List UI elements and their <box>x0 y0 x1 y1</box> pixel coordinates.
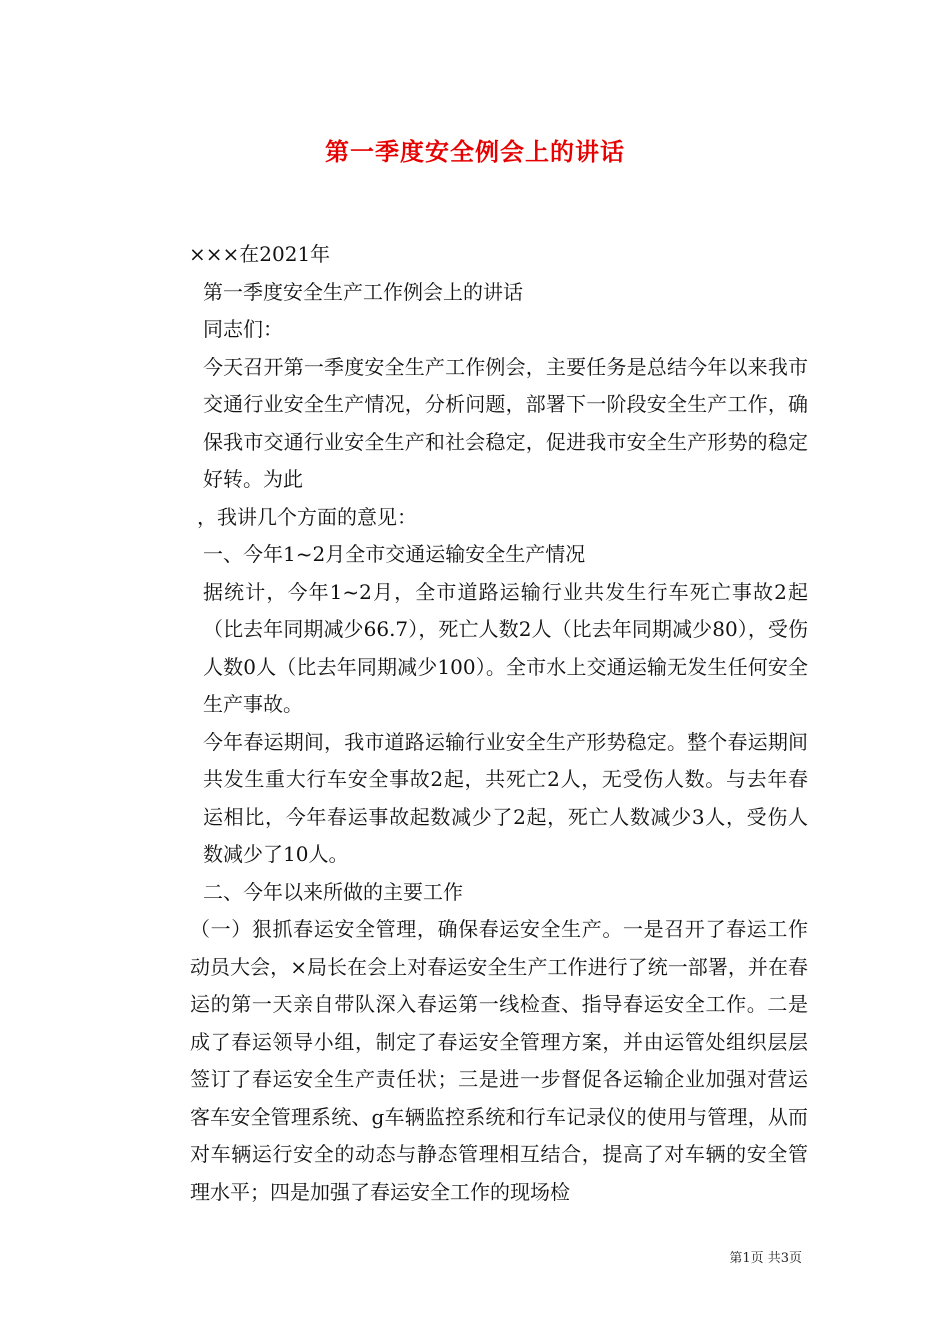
section-heading-2: 二、今年以来所做的主要工作 <box>203 879 463 904</box>
paragraph-intro: 今天召开第一季度安全生产工作例会，主要任务是总结今年以来我市交通行业安全生产情况，分析问题，部署下一阶段安全生产工作，确保我市交通行业安全生产和社会稳定，促进我市安全生产形势的稳定好转。为此 <box>203 354 808 491</box>
document-title: 第一季度安全例会上的讲话 <box>325 137 625 166</box>
paragraph-spring-transport: 今年春运期间，我市道路运输行业安全生产形势稳定。整个春运期间共发生重大行车安全事故2起，共死亡2人，无受伤人数。与去年春运相比，今年春运事故起数减少了2起，死亡人数减少3人，受伤人数减少了10人。 <box>203 729 808 866</box>
salutation: 同志们： <box>203 317 283 341</box>
meeting-line: 第一季度安全生产工作例会上的讲话 <box>203 279 523 304</box>
paragraph-statistics: 据统计，今年1~2月，全市道路运输行业共发生行车死亡事故2起（比去年同期减少66.7），死亡人数2人（比去年同期减少80），受伤人数0人（比去年同期减少100）。全市水上交通运输无发生任何安全生产事故。 <box>203 579 808 716</box>
paragraph-work-item-1: （一）狠抓春运安全管理，确保春运安全生产。一是召开了春运工作动员大会，×局长在会上对春运安全生产工作进行了统一部署，并在春运的第一天亲自带队深入春运第一线检查、指导春运安全工作。二是成了春运领导小组，制定了春运安全管理方案，并由运管处组织层层签订了春运安全生产责任状；三是进一步督促各运输企业加强对营运客车安全管理系统、g车辆监控系统和行车记录仪的使用与管理，从而对车辆运行安全的动态与静态管理相互结合，提高了对车辆的安全管理水平；四是加强了春运安全工作的现场检 <box>190 917 808 1204</box>
speaker-line: ×××在2021年 <box>189 242 331 266</box>
section-heading-1: 一、今年1~2月全市交通运输安全生产情况 <box>203 542 586 566</box>
page-number: 第1页 共3页 <box>729 1251 802 1266</box>
paragraph-opinions: ，我讲几个方面的意见： <box>197 504 417 529</box>
document-body <box>145 236 808 1211</box>
